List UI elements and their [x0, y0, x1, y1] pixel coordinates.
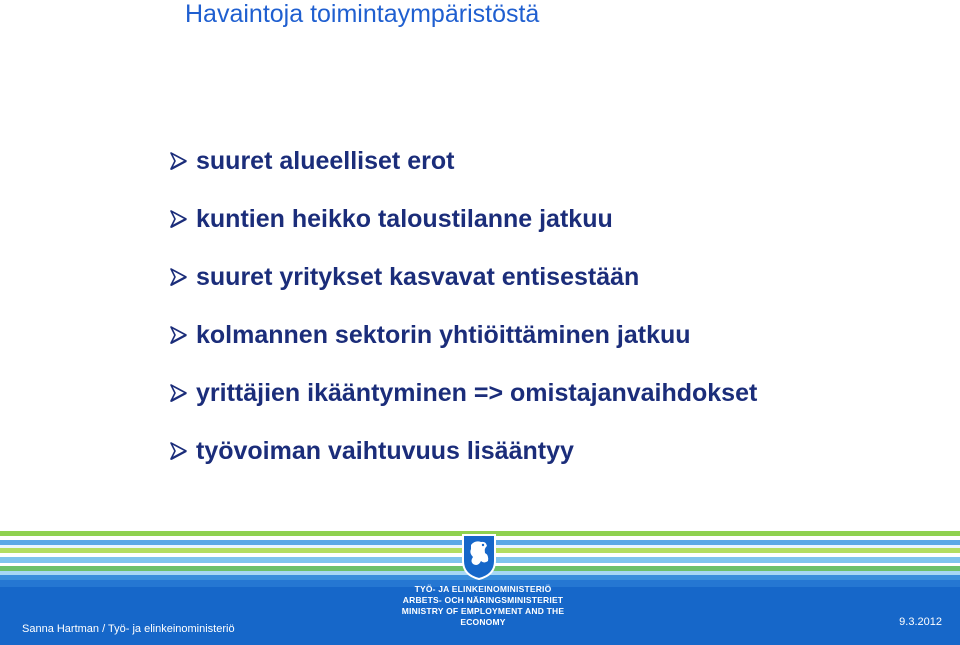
bullet-item — [168, 190, 757, 248]
bullet-item — [168, 132, 757, 190]
bullet-text: kuntien heikko taloustilanne jatkuu — [196, 204, 613, 233]
arrowhead-icon — [168, 439, 196, 463]
ministry-name-sv: ARBETS- OCH NÄRINGSMINISTERIET — [402, 595, 564, 605]
bullet-text: kolmannen sektorin yhtiöittäminen jatkuu — [196, 320, 691, 349]
ministry-name — [378, 584, 588, 628]
bullet-text: suuret alueelliset erot — [196, 146, 455, 175]
arrowhead-icon — [168, 381, 196, 405]
bullet-text: työvoiman vaihtuvuus lisääntyy — [196, 436, 574, 465]
bullet-item — [168, 364, 757, 422]
ministry-name-en: MINISTRY OF EMPLOYMENT AND THE ECONOMY — [401, 606, 565, 627]
bullet-text: suuret yritykset kasvavat entisestään — [196, 262, 640, 291]
arrowhead-icon — [168, 149, 196, 173]
arrowhead-icon — [168, 323, 196, 347]
bullet-list — [168, 132, 757, 480]
bullet-item — [168, 422, 757, 480]
slide-title: Havaintoja toimintaympäristöstä — [185, 0, 540, 28]
arrowhead-icon — [168, 265, 196, 289]
footer-author: Sanna Hartman / Työ- ja elinkeinoministeriö — [22, 623, 235, 635]
arrowhead-icon — [168, 207, 196, 231]
lion-emblem-icon — [459, 531, 499, 581]
footer-banner — [0, 527, 960, 645]
footer-date: 9.3.2012 — [899, 616, 942, 628]
bullet-item — [168, 248, 757, 306]
ministry-name-fi: TYÖ- JA ELINKEINOMINISTERIÖ — [414, 584, 552, 594]
bullet-item — [168, 306, 757, 364]
bullet-text: yrittäjien ikääntyminen => omistajanvaihdokset — [196, 378, 758, 407]
